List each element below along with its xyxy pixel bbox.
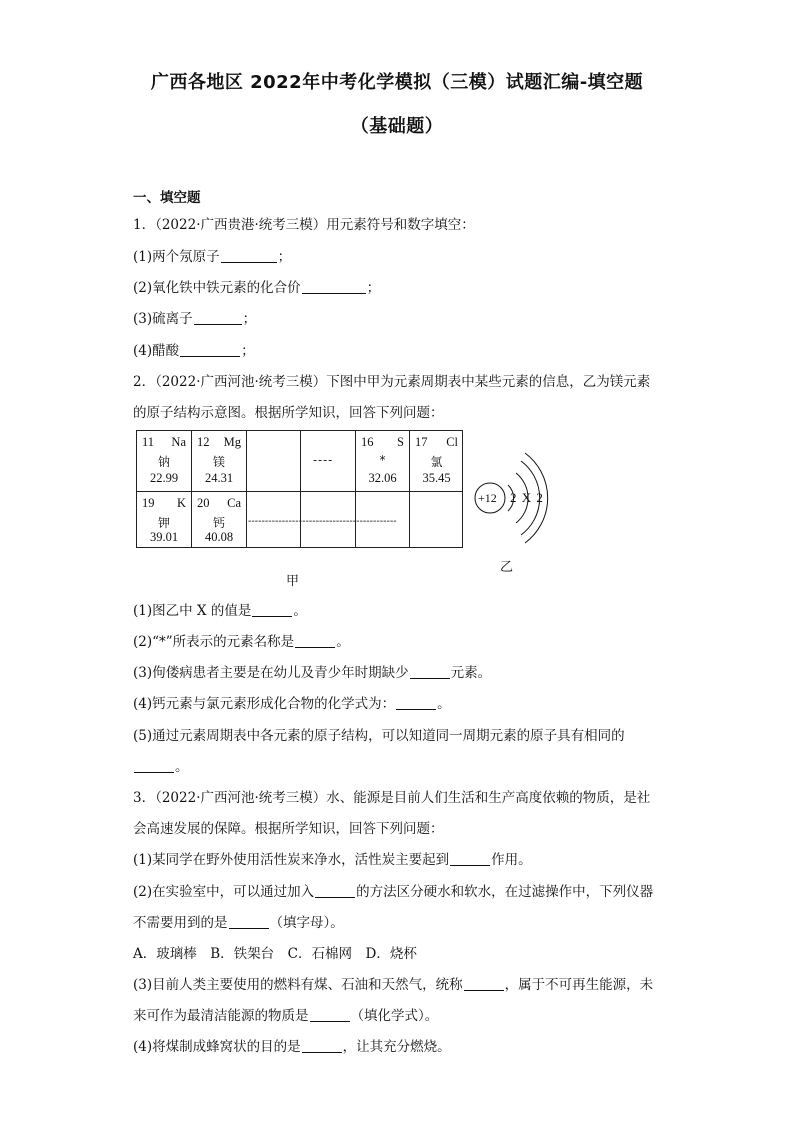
q2-item-4-end: 。	[437, 696, 451, 712]
q2-stem-line1: 2．（2022·广西河池·统考三模）下图中甲为元素周期表中某些元素的信息，乙为镁元素	[133, 374, 651, 390]
q3-item-3-line2-end: （填化学式）。	[350, 1008, 439, 1024]
q2-item-4	[133, 692, 451, 712]
q1-item-1	[133, 245, 291, 265]
q3-item-3-line2-text: 来可作为最清洁能源的物质是	[133, 1008, 309, 1024]
element-cell	[410, 431, 463, 491]
element-name: 钠	[157, 455, 170, 469]
section-heading: 一、填空题	[133, 190, 201, 206]
element-symbol: Ca	[227, 496, 241, 510]
element-symbol: Cl	[446, 435, 458, 449]
electron-counts: 2 X 2	[510, 490, 544, 505]
answer-blank[interactable]	[180, 343, 240, 357]
q3-options: A．玻璃棒 B．铁架台 C．石棉网 D．烧杯	[133, 946, 417, 962]
element-name: 钙	[212, 516, 225, 530]
atomic-number: 11	[142, 435, 155, 449]
q2-item-3-end: 元素。	[450, 665, 492, 681]
q1-item-1-end: ；	[277, 249, 292, 265]
element-name: 镁	[212, 455, 225, 469]
atomic-mass: 40.08	[204, 530, 234, 544]
element-symbol: K	[176, 496, 186, 510]
q3-item-4-text: (4)将煤制成蜂窝状的目的是	[133, 1039, 301, 1055]
q2-item-5-end: 。	[175, 759, 189, 775]
element-cell	[192, 431, 246, 491]
q1-item-3-text: (3)硫离子	[133, 311, 193, 327]
q2-item-5: (5)通过元素周期表中各元素的原子结构，可以知道同一周期元素的原子具有相同的	[133, 728, 625, 744]
answer-blank[interactable]	[221, 249, 277, 263]
q1-stem: 1．（2022·广西贵港·统考三模）用元素符号和数字填空：	[133, 217, 475, 233]
q3-item-1	[133, 848, 532, 868]
q1-item-3	[133, 307, 256, 327]
atomic-number: 17	[415, 435, 428, 449]
answer-blank[interactable]	[310, 1008, 350, 1022]
element-symbol: S	[397, 435, 404, 449]
q3-item-3-end: ，属于不可再生能源，未	[504, 977, 654, 993]
page-title: 广西各地区 2022年中考化学模拟（三模）试题汇编-填空题	[150, 72, 644, 93]
element-cell	[192, 492, 246, 549]
nucleus-charge: +12	[478, 491, 497, 505]
atomic-mass: 35.45	[422, 471, 451, 485]
answer-blank[interactable]	[302, 1039, 342, 1053]
q3-item-2-line2-end: （填字母）。	[269, 915, 344, 931]
q2-item-5-line2	[133, 755, 189, 775]
q3-item-4-end: ，让其充分燃烧。	[342, 1039, 451, 1055]
q3-item-2-mid: 的方法区分硬水和软水，在过滤操作中，下列仪器	[356, 884, 654, 900]
element-name: 钾	[157, 516, 170, 530]
q2-item-3-text: (3)佝偻病患者主要是在幼儿及青少年时期缺少	[133, 665, 409, 681]
page-subtitle: （基础题）	[350, 116, 444, 137]
q3-item-2-text: (2)在实验室中，可以通过加入	[133, 884, 315, 900]
q3-item-2-line2	[133, 911, 344, 931]
atomic-number: 19	[142, 496, 155, 510]
table-dash-placeholder: ----	[313, 453, 334, 467]
atomic-number: 20	[197, 496, 210, 510]
q2-item-1-text: (1)图乙中 X 的值是	[133, 603, 252, 619]
answer-blank[interactable]	[464, 977, 504, 991]
q3-item-3-line2	[133, 1004, 438, 1024]
caption-yi: 乙	[500, 560, 514, 575]
q3-stem-line2: 会高速发展的保障。根据所学知识，回答下列问题：	[133, 821, 444, 837]
answer-blank[interactable]	[450, 852, 490, 866]
atomic-number: 16	[361, 435, 374, 449]
table-divider	[246, 431, 247, 547]
q3-item-3-text: (3)目前人类主要使用的燃料有煤、石油和天然气，统称	[133, 977, 463, 993]
q3-item-2	[133, 880, 653, 900]
q1-item-2	[133, 276, 380, 296]
answer-blank[interactable]	[410, 665, 450, 679]
q3-item-1-text: (1)某同学在野外使用活性炭来净水，活性炭主要起到	[133, 852, 450, 868]
element-cell	[137, 431, 191, 491]
q2-item-2	[133, 630, 350, 650]
element-name: 氯	[430, 455, 443, 469]
atomic-mass: 39.01	[149, 530, 179, 544]
q1-item-4-text: (4)醋酸	[133, 343, 180, 359]
answer-blank[interactable]	[252, 603, 292, 617]
answer-blank[interactable]	[396, 696, 436, 710]
q1-item-4	[133, 339, 255, 359]
q1-item-2-end: ；	[366, 280, 381, 296]
atomic-mass: 22.99	[149, 471, 179, 485]
element-name: *	[379, 453, 386, 467]
q3-item-1-end: 作用。	[491, 852, 532, 868]
q3-item-2-line2-text: 不需要用到的是	[133, 915, 228, 931]
q1-item-2-text: (2)氧化铁中铁元素的化合价	[133, 280, 301, 296]
answer-blank[interactable]	[302, 280, 366, 294]
q3-item-3	[133, 973, 653, 993]
q2-item-1	[133, 599, 307, 619]
answer-blank[interactable]	[295, 634, 335, 648]
atomic-mass: 24.31	[204, 471, 234, 485]
element-symbol: Mg	[223, 435, 241, 449]
answer-blank[interactable]	[134, 759, 174, 773]
element-cell	[137, 492, 191, 549]
atomic-number: 12	[197, 435, 210, 449]
q2-item-2-end: 。	[336, 634, 350, 650]
q2-item-4-text: (4)钙元素与氯元素形成化合物的化学式为：	[133, 696, 396, 712]
q2-item-1-end: 。	[293, 603, 307, 619]
periodic-table-fragment	[136, 430, 463, 548]
q1-item-3-end: ；	[242, 311, 257, 327]
table-divider	[300, 431, 301, 547]
table-dash-placeholder: --------------------------------------------	[248, 516, 397, 527]
answer-blank[interactable]	[315, 884, 355, 898]
element-cell	[356, 431, 409, 491]
element-symbol: Na	[171, 435, 186, 449]
q3-item-4	[133, 1035, 451, 1055]
q1-item-1-text: (1)两个氖原子	[133, 249, 220, 265]
q2-item-2-text: (2)“*”所表示的元素名称是	[133, 634, 295, 650]
q3-stem-line1: 3．（2022·广西河池·统考三模）水、能源是目前人们生活和生产高度依赖的物质，是社	[133, 790, 651, 806]
q2-item-3	[133, 661, 491, 681]
answer-blank[interactable]	[229, 915, 269, 929]
answer-blank[interactable]	[194, 311, 242, 325]
atomic-mass: 32.06	[368, 471, 397, 485]
caption-jia: 甲	[286, 574, 300, 589]
q1-item-4-end: ；	[241, 343, 255, 359]
q2-stem-line2: 的原子结构示意图。根据所学知识，回答下列问题：	[133, 405, 444, 421]
